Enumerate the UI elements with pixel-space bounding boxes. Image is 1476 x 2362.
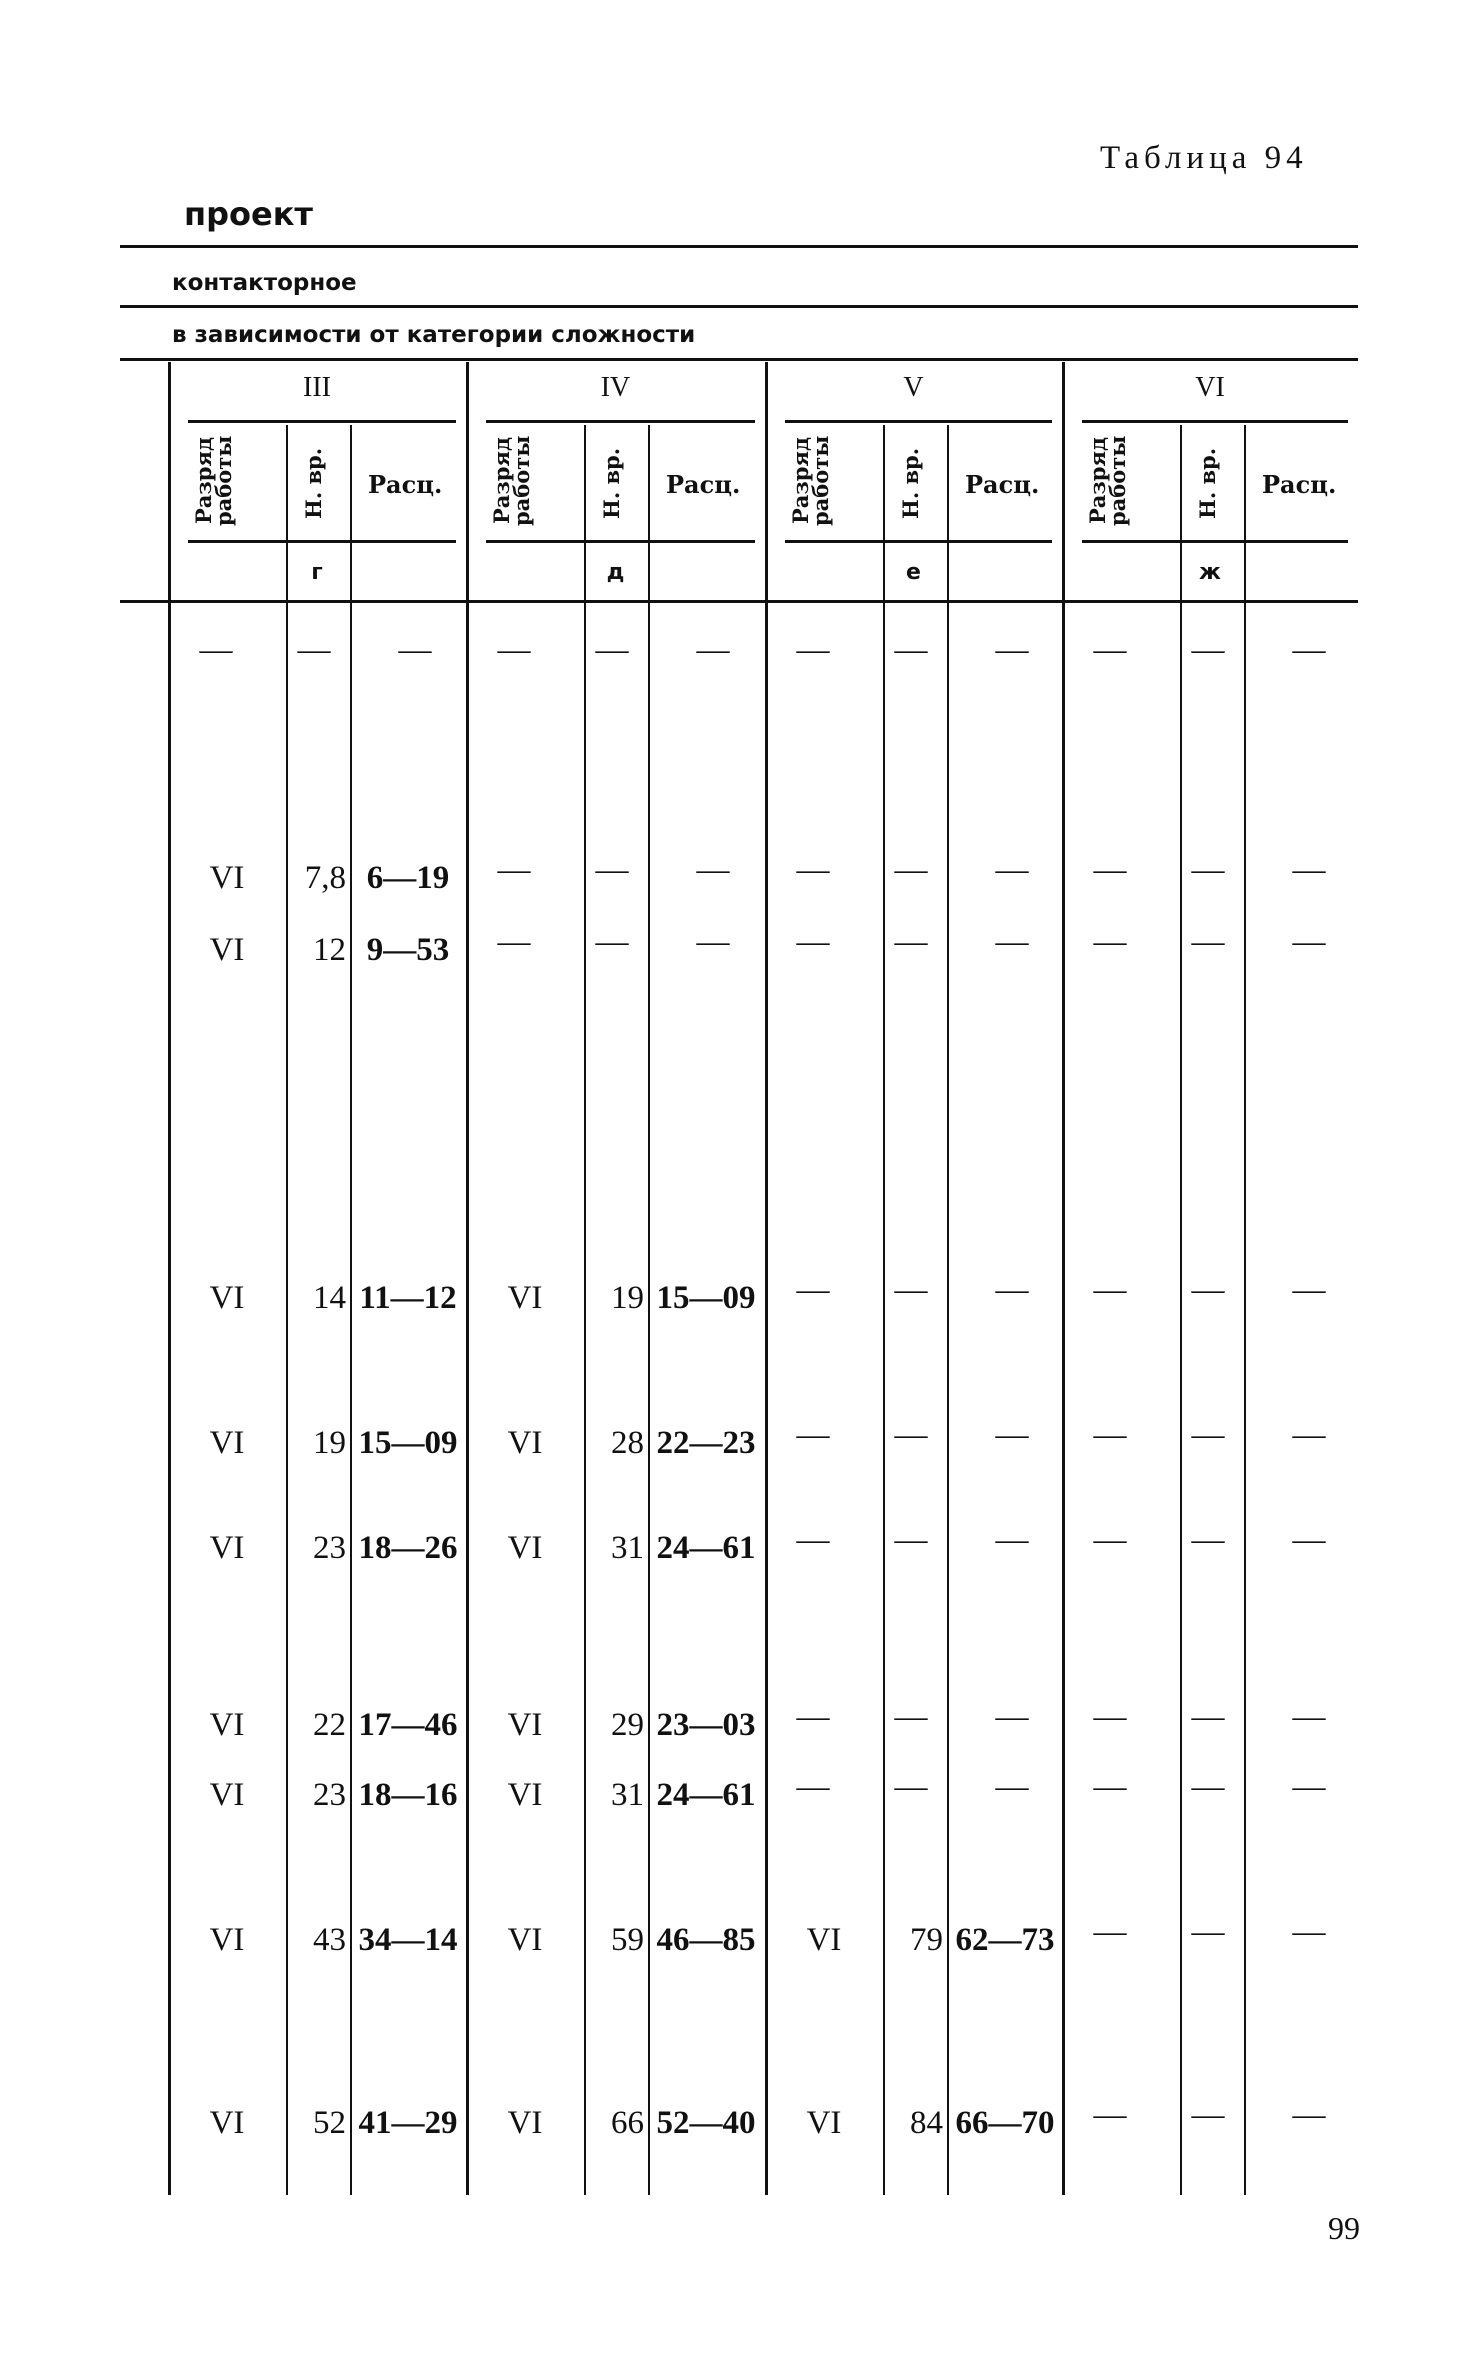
dash-norm: — [1191,924,1225,960]
subheader-rate: Расц. [368,470,443,499]
cell-rank: VI [209,1530,245,1566]
cell-rank: VI [209,1280,245,1316]
dash-rate: — [995,1272,1029,1308]
cell-rate: 66—70 [955,2105,1055,2141]
cell-rate: 22—23 [656,1425,756,1461]
cell-norm: 23 [313,1777,346,1813]
group-border-2 [466,362,469,2195]
dash-rate: — [1292,852,1326,888]
band-contactor: контакторное [172,270,357,296]
dash-rate: — [995,852,1029,888]
dash-norm: — [1191,632,1225,668]
dash-rate: — [696,852,730,888]
dash-norm: — [1191,2097,1225,2133]
cell-rank: VI [507,2105,543,2141]
cell-rate: 52—40 [656,2105,756,2141]
cell-rank: VI [209,1707,245,1743]
subheader-norm: Н. вр. [301,447,326,519]
dash-rate: — [1292,2097,1326,2133]
dash-rank: — [1093,1699,1127,1735]
cell-rank: VI [209,860,245,896]
dash-norm: — [297,632,331,668]
rule-bottom-header [120,600,1358,603]
category-label-v: V [903,372,924,403]
cell-rank: VI [209,1425,245,1461]
dash-rank: — [796,1769,830,1805]
dash-rate: — [1292,1914,1326,1950]
cell-rank: VI [507,1425,543,1461]
dash-rank: — [796,1699,830,1735]
dash-rank: — [796,1417,830,1453]
cell-rate: 62—73 [955,1922,1055,1958]
cell-rate: 18—16 [358,1777,458,1813]
group-letter-2: д [606,560,625,585]
dash-rate: — [995,632,1029,668]
subheader-rank: Разряд работы [788,435,833,526]
cell-rate: 15—09 [656,1280,756,1316]
dash-rate: — [1292,1272,1326,1308]
dash-rank: — [1093,1522,1127,1558]
dash-norm: — [894,1417,928,1453]
dash-rank: — [497,632,531,668]
dash-rate: — [995,1769,1029,1805]
dash-rate: — [696,632,730,668]
category-rule-3 [785,420,1052,423]
cell-norm: 79 [910,1922,943,1958]
category-label-iv: IV [600,372,631,403]
cell-rate: 23—03 [656,1707,756,1743]
cell-norm: 43 [313,1922,346,1958]
rule-top [120,245,1358,248]
dash-rank: — [796,924,830,960]
dash-rate: — [398,632,432,668]
cell-rate: 15—09 [358,1425,458,1461]
col-divider-norm-1 [286,425,288,2195]
cell-rate: 46—85 [656,1922,756,1958]
category-rule-1 [188,420,456,423]
cell-rank: VI [209,1777,245,1813]
dash-rank: — [796,1272,830,1308]
dash-norm: — [894,1272,928,1308]
header-word: проект [184,195,313,233]
category-rule-2 [486,420,755,423]
dash-rate: — [995,1417,1029,1453]
dash-norm: — [1191,1699,1225,1735]
cell-norm: 59 [611,1922,644,1958]
cell-norm: 23 [313,1530,346,1566]
dash-rank: — [796,1522,830,1558]
dash-norm: — [894,1522,928,1558]
subheader-rate: Расц. [1262,470,1337,499]
cell-norm: 84 [910,2105,943,2141]
subheader-rate: Расц. [965,470,1040,499]
dash-norm: — [1191,1522,1225,1558]
dash-rate: — [1292,1769,1326,1805]
subheader-norm: Н. вр. [898,447,923,519]
subheader-rank: Разряд работы [1085,435,1130,526]
subheader-norm: Н. вр. [599,447,624,519]
subheader-norm: Н. вр. [1195,447,1220,519]
cell-rank: VI [209,1922,245,1958]
cell-rank: VI [507,1707,543,1743]
cell-rank: VI [507,1530,543,1566]
dash-rank: — [1093,852,1127,888]
cell-rate: 17—46 [358,1707,458,1743]
subheader-rule-3 [785,540,1052,543]
subheader-rank: Разряд работы [191,435,236,526]
cell-rank: VI [806,1922,842,1958]
cell-rank: VI [209,932,245,968]
group-border-3 [765,362,768,2195]
cell-rate: 41—29 [358,2105,458,2141]
dash-rank: — [1093,1417,1127,1453]
cell-norm: 66 [611,2105,644,2141]
dash-norm: — [894,924,928,960]
dash-norm: — [1191,852,1225,888]
dash-norm: — [894,632,928,668]
cell-norm: 22 [313,1707,346,1743]
dash-rate: — [1292,1699,1326,1735]
dash-norm: — [894,1699,928,1735]
cell-rate: 6—19 [366,860,450,896]
cell-norm: 28 [611,1425,644,1461]
col-divider-norm-2 [584,425,586,2195]
cell-norm: 29 [611,1707,644,1743]
cell-rate: 9—53 [366,932,450,968]
cell-norm: 7,8 [304,860,346,896]
cell-norm: 52 [313,2105,346,2141]
group-letter-1: г [311,560,323,585]
dash-rank: — [497,924,531,960]
category-label-vi: VI [1195,372,1225,403]
dash-rate: — [995,1522,1029,1558]
subheader-rule-1 [188,540,456,543]
dash-rank: — [796,632,830,668]
dash-rank: — [199,632,233,668]
subheader-rule-2 [486,540,755,543]
col-divider-rate-4 [1244,425,1246,2195]
rule-band1 [120,305,1358,308]
dash-rate: — [995,1699,1029,1735]
cell-rank: VI [806,2105,842,2141]
category-label-iii: III [303,372,331,403]
dash-norm: — [1191,1272,1225,1308]
cell-norm: 31 [611,1777,644,1813]
dash-norm: — [894,1769,928,1805]
dash-rank: — [1093,1272,1127,1308]
cell-rate: 24—61 [656,1530,756,1566]
subheader-rank: Разряд работы [489,435,534,526]
dash-norm: — [1191,1769,1225,1805]
dash-norm: — [894,852,928,888]
cell-rate: 34—14 [358,1922,458,1958]
dash-rate: — [1292,1522,1326,1558]
page-number: 99 [1328,2210,1360,2246]
group-border-1 [168,362,171,2195]
dash-rate: — [1292,924,1326,960]
dash-rank: — [1093,1914,1127,1950]
dash-norm: — [595,632,629,668]
dash-rate: — [1292,1417,1326,1453]
category-rule-4 [1082,420,1348,423]
group-letter-4: ж [1199,560,1221,585]
subheader-rule-4 [1082,540,1348,543]
dash-rank: — [1093,924,1127,960]
dash-rank: — [796,852,830,888]
dash-rate: — [696,924,730,960]
cell-rate: 24—61 [656,1777,756,1813]
dash-norm: — [1191,1914,1225,1950]
dash-rate: — [1292,632,1326,668]
dash-rank: — [1093,1769,1127,1805]
subheader-rate: Расц. [666,470,741,499]
dash-norm: — [1191,1417,1225,1453]
rule-band2 [120,358,1358,361]
dash-norm: — [595,924,629,960]
cell-rank: VI [507,1922,543,1958]
dash-rate: — [995,924,1029,960]
cell-norm: 19 [313,1425,346,1461]
cell-rank: VI [507,1280,543,1316]
cell-rate: 18—26 [358,1530,458,1566]
cell-norm: 19 [611,1280,644,1316]
cell-norm: 12 [313,932,346,968]
cell-norm: 31 [611,1530,644,1566]
cell-rank: VI [209,2105,245,2141]
table-title: Таблица 94 [1100,140,1308,176]
band-complexity: в зависимости от категории сложности [172,322,696,348]
cell-norm: 14 [313,1280,346,1316]
dash-rank: — [497,852,531,888]
dash-norm: — [595,852,629,888]
group-letter-3: е [906,560,921,585]
cell-rate: 11—12 [359,1280,457,1316]
group-border-4 [1062,362,1065,2195]
dash-rank: — [1093,2097,1127,2133]
dash-rank: — [1093,632,1127,668]
col-divider-norm-3 [883,425,885,2195]
cell-rank: VI [507,1777,543,1813]
